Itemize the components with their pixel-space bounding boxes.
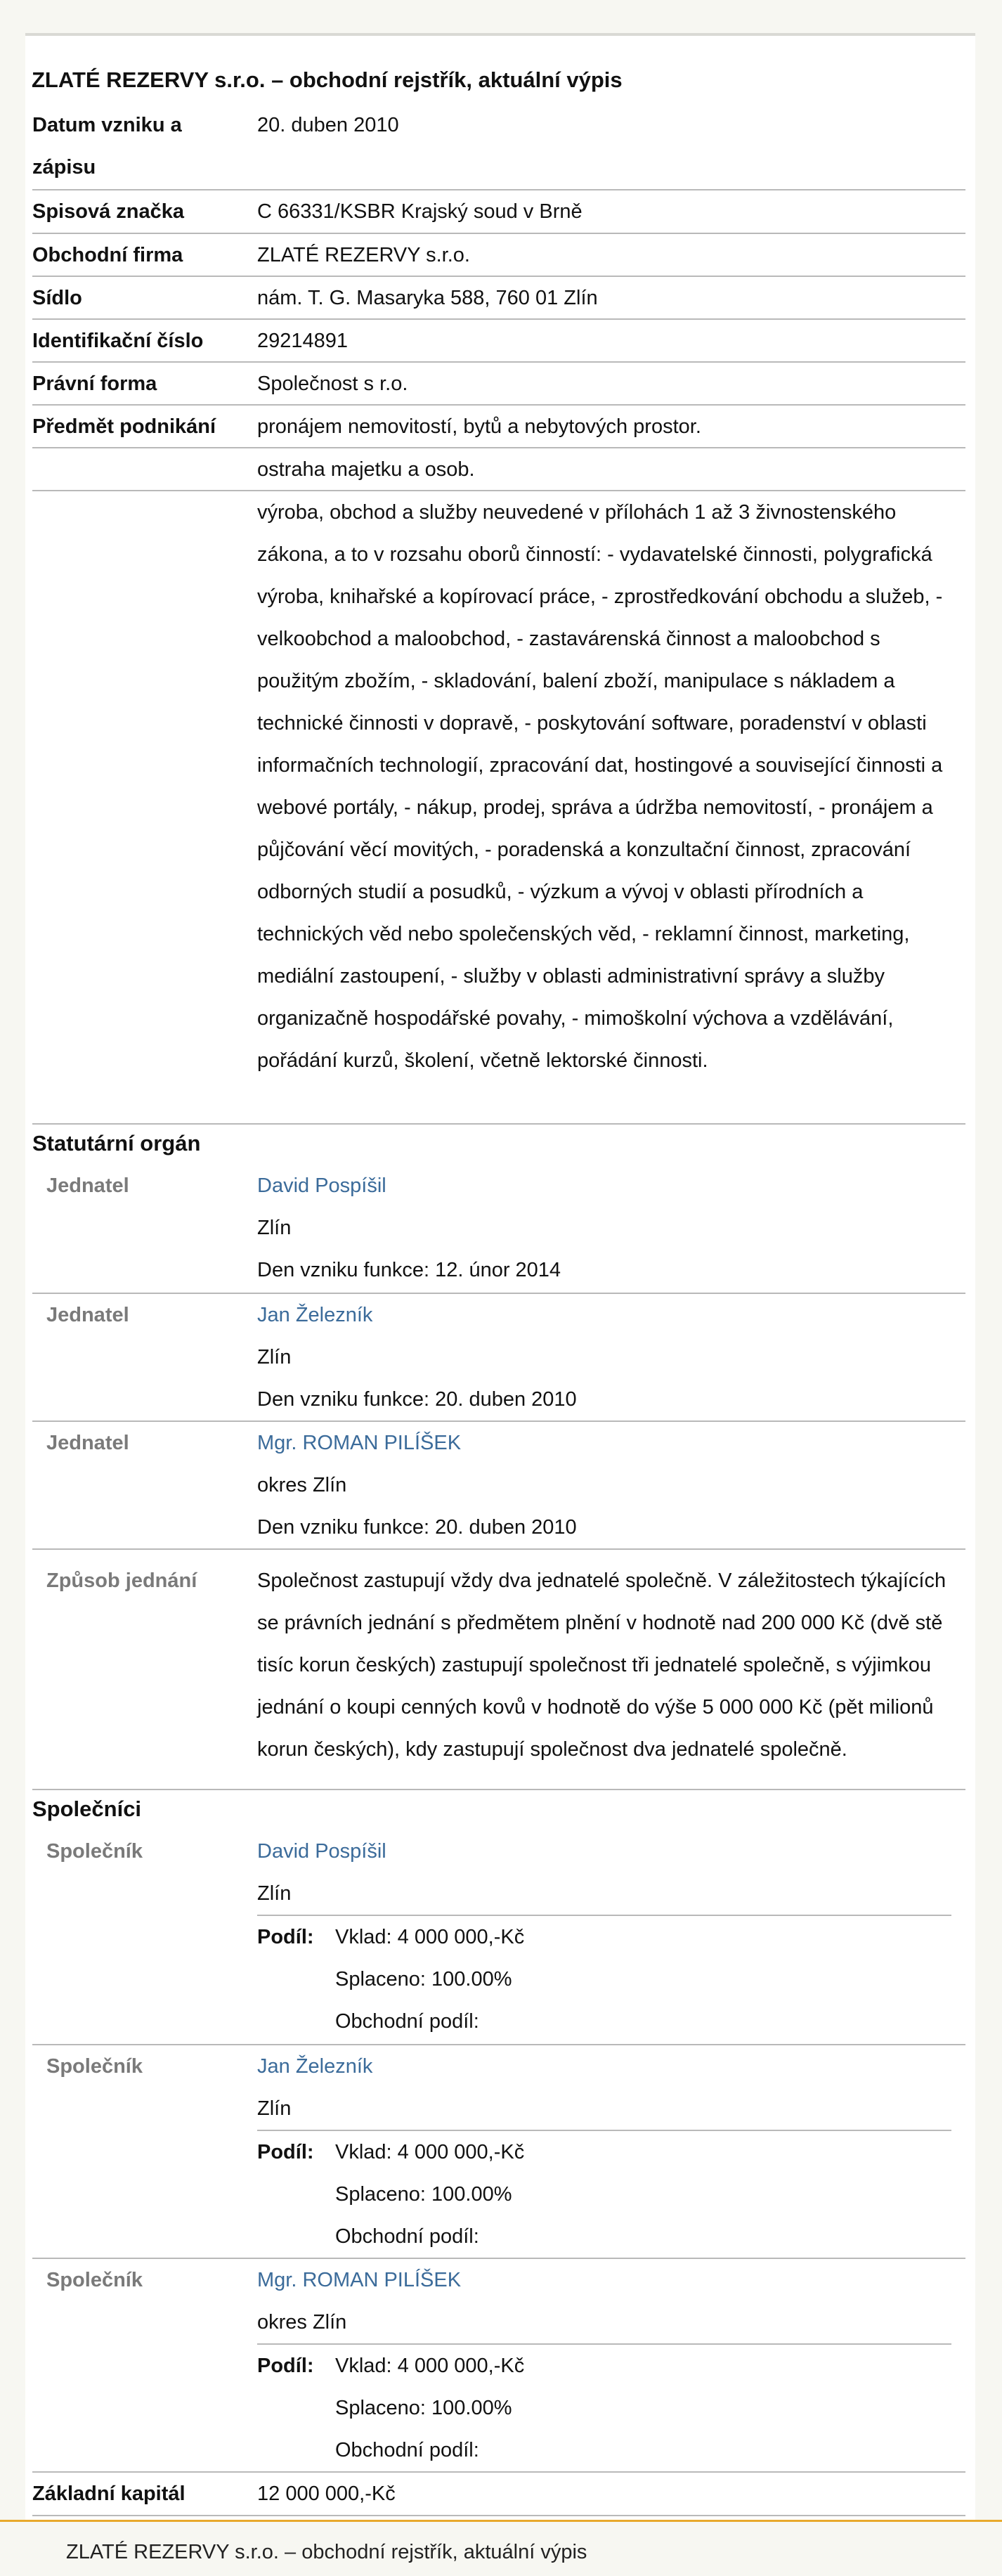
- field-label: Obchodní firma: [32, 244, 183, 266]
- podil-obchodni: Obchodní podíl:: [335, 2439, 479, 2461]
- field-label: Datum vzniku a zápisu: [32, 114, 182, 179]
- field-row-datum: [32, 104, 965, 189]
- field-row-sidlo: [32, 276, 965, 319]
- role-label: Jednatel: [46, 1432, 129, 1454]
- person-details: [257, 1830, 960, 1915]
- field-label: Základní kapitál: [32, 2483, 186, 2505]
- person-place: Zlín: [257, 1882, 292, 1905]
- field-row-pravni-forma: [32, 361, 965, 405]
- field-value: ZLATÉ REZERVY s.r.o.: [257, 244, 470, 266]
- person-details: [257, 2259, 960, 2343]
- jednatel-entry: [32, 1420, 965, 1548]
- field-row-predmet-3: [32, 490, 965, 1124]
- spolecnik-entry: [32, 1830, 965, 2044]
- zpusob-jednani-label: Způsob jednání: [46, 1569, 197, 1592]
- field-row-predmet-2: [32, 447, 965, 491]
- field-row-ico: [32, 318, 965, 362]
- field-value: ostraha majetku a osob.: [257, 458, 475, 481]
- person-name-link[interactable]: David Pospíšil: [257, 1840, 386, 1863]
- person-name-link[interactable]: Mgr. ROMAN PILÍŠEK: [257, 2269, 462, 2291]
- field-value: Společnost s r.o.: [257, 373, 408, 395]
- field-label: Předmět podnikání: [32, 415, 216, 438]
- field-value: C 66331/KSBR Krajský soud v Brně: [257, 200, 583, 223]
- podil-obchodni: Obchodní podíl:: [335, 2010, 479, 2033]
- podil-details: [335, 2345, 827, 2471]
- page-title: ZLATÉ REZERVY s.r.o. – obchodní rejstřík, aktuální výpis: [32, 67, 623, 92]
- section-heading-spolecnici: Společníci: [32, 1797, 142, 1821]
- spolecnik-entry: [32, 2044, 965, 2258]
- field-row-zakladni-kapital: [32, 2471, 965, 2516]
- field-row-predmet: [32, 404, 965, 448]
- person-name-link[interactable]: David Pospíšil: [257, 1174, 386, 1197]
- podil-vklad: Vklad: 4 000 000,-Kč: [335, 1926, 525, 1948]
- role-label: Společník: [46, 2269, 143, 2291]
- podil-label: Podíl:: [257, 2355, 314, 2377]
- person-name-link[interactable]: Mgr. ROMAN PILÍŠEK: [257, 1432, 462, 1454]
- register-extract: [25, 36, 975, 2520]
- jednatel-entry: [32, 1293, 965, 1420]
- person-details: [257, 1294, 960, 1420]
- podil-label: Podíl:: [257, 1926, 314, 1948]
- person-place: Zlín: [257, 1217, 292, 1239]
- person-details: [257, 1165, 960, 1291]
- person-place: Zlín: [257, 2097, 292, 2120]
- field-value: [257, 491, 960, 1082]
- zpusob-jednani-value: [257, 1560, 960, 1771]
- person-place: okres Zlín: [257, 1474, 347, 1496]
- jednatel-entry: [32, 1165, 965, 1291]
- podil-splaceno: Splaceno: 100.00%: [335, 1968, 512, 1991]
- role-label: Společník: [46, 2055, 143, 2078]
- field-label: Identifikační číslo: [32, 330, 204, 352]
- person-since: Den vzniku funkce: 20. duben 2010: [257, 1388, 577, 1411]
- person-place: Zlín: [257, 1346, 292, 1368]
- field-label: Sídlo: [32, 287, 82, 309]
- person-name-link[interactable]: Jan Železník: [257, 1304, 373, 1326]
- person-since: Den vzniku funkce: 20. duben 2010: [257, 1516, 577, 1539]
- field-value: nám. T. G. Masaryka 588, 760 01 Zlín: [257, 287, 598, 309]
- section-divider: [32, 1789, 965, 1790]
- spolecnik-entry: [32, 2258, 965, 2471]
- zpusob-jednani-row: [32, 1548, 965, 1790]
- field-row-obchodni-firma: [32, 233, 965, 276]
- person-place: okres Zlín: [257, 2311, 347, 2334]
- zpusob-jednani-text: Společnost zastupují vždy dva jednatelé společně. V záležitostech týkajících se právních jednání s předmětem plnění v hodnotě nad 200 000 Kč (dvě stě tisíc korun českých) zastupují společnost tři jednatelé společně, s výjimkou jednání o koupi cenných kovů v hodnotě do výše 5 000 000 Kč (pět milionů korun českých), kdy zastupují společnost dva jednatelé společně.: [257, 1569, 946, 1761]
- podil-details: [335, 1916, 827, 2043]
- field-value: 29214891: [257, 330, 349, 352]
- podil-vklad: Vklad: 4 000 000,-Kč: [335, 2355, 525, 2377]
- field-label: Právní forma: [32, 373, 157, 395]
- field-row-spisova-znacka: [32, 189, 965, 233]
- person-since: Den vzniku funkce: 12. únor 2014: [257, 1259, 561, 1281]
- person-details: [257, 1422, 960, 1548]
- field-label: Spisová značka: [32, 200, 184, 223]
- podil-obchodni: Obchodní podíl:: [335, 2225, 479, 2248]
- page-footer: [0, 2520, 1002, 2576]
- field-value: 20. duben 2010: [257, 114, 399, 136]
- podil-details: [335, 2131, 827, 2258]
- podil-vklad: Vklad: 4 000 000,-Kč: [335, 2141, 525, 2163]
- field-value: pronájem nemovitostí, bytů a nebytových prostor.: [257, 415, 701, 438]
- section-heading-statutarni: Statutární orgán: [32, 1131, 201, 1156]
- role-label: Jednatel: [46, 1174, 129, 1197]
- person-name-link[interactable]: Jan Železník: [257, 2055, 373, 2078]
- podil-splaceno: Splaceno: 100.00%: [335, 2183, 512, 2206]
- role-label: Jednatel: [46, 1304, 129, 1326]
- role-label: Společník: [46, 1840, 143, 1863]
- footer-title: ZLATÉ REZERVY s.r.o. – obchodní rejstřík, aktuální výpis: [66, 2541, 587, 2563]
- predmet-long-text: výroba, obchod a služby neuvedené v přílohách 1 až 3 živnostenského zákona, a to v rozsahu oborů činností: - vydavatelské činnosti, polygrafická výroba, knihařské a kopírovací práce, - zprostředkování obchodu a služeb, - velkoobchod a maloobchod, - zastavárenská činnost a maloobchod s použitým zbožím, - skladování, balení zboží, manipulace s nákladem a technické činnosti v dopravě, - poskytování software, poradenství v oblasti informačních technologií, zpracování dat, hostingové a související činnosti a webové portály, - nákup, prodej, správa a údržba nemovitostí, - pronájem a půjčování věcí movitých, - poradenská a konzultační činnost, zpracování odborných studií a posudků, - výzkum a vývoj v oblasti přírodních a technických věd nebo společenských věd, - reklamní činnost, marketing, mediální zastoupení, - služby v oblasti administrativní správy a služby organizačně hospodářské povahy, - mimoškolní výchova a vzdělávání, pořádání kurzů, školení, včetně lektorské činnosti.: [257, 501, 943, 1072]
- podil-splaceno: Splaceno: 100.00%: [335, 2397, 512, 2419]
- person-details: [257, 2045, 960, 2130]
- field-value: 12 000 000,-Kč: [257, 2483, 396, 2505]
- podil-label: Podíl:: [257, 2141, 314, 2163]
